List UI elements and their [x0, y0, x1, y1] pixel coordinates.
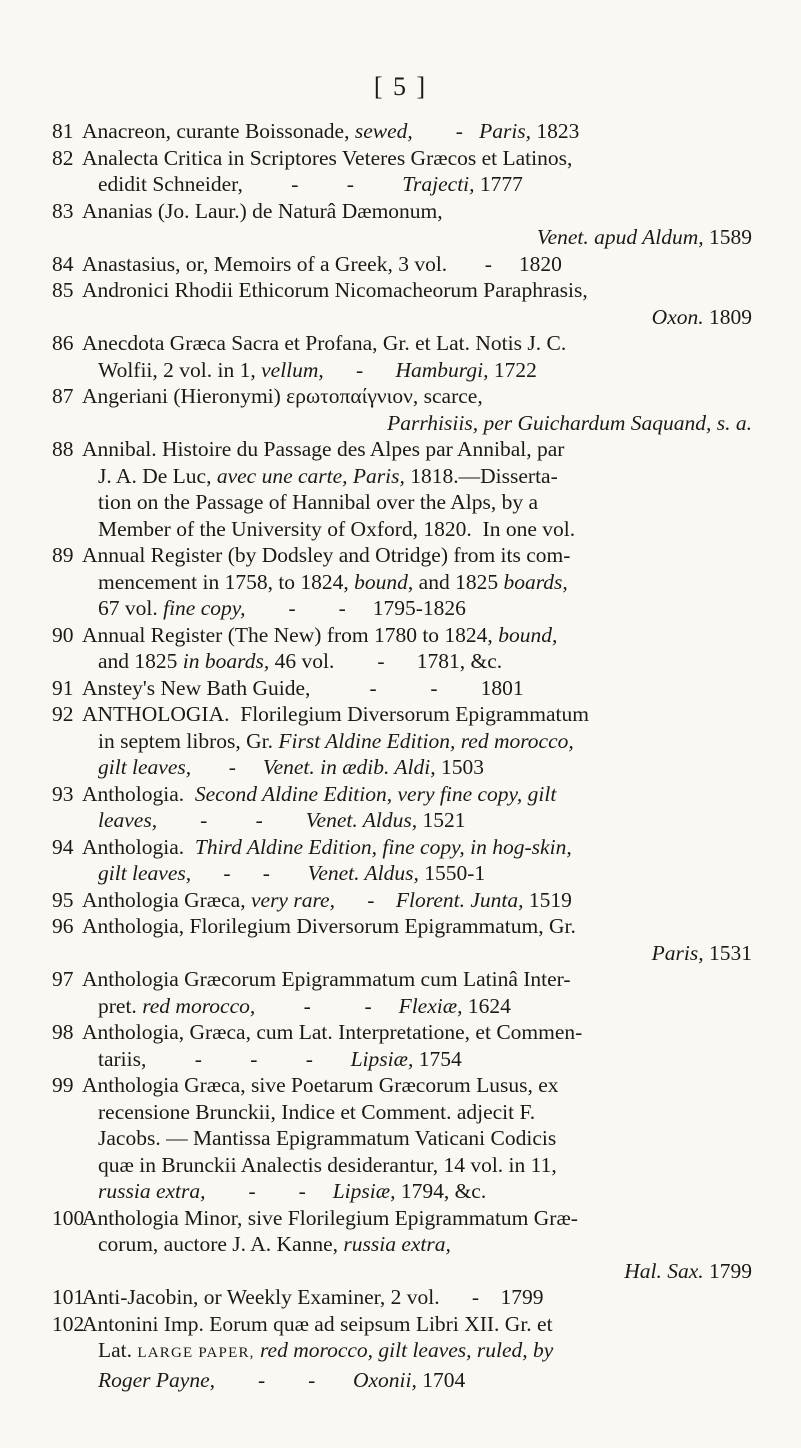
entry-text: - - 1795-1826 [245, 596, 466, 620]
entry-text: - [191, 755, 263, 779]
entry-text: gilt leaves, [98, 861, 192, 885]
entry-text: Roger Payne, [98, 1367, 216, 1392]
entry-text: First Aldine Edition, red morocco, [278, 728, 574, 753]
catalogue-entry [52, 887, 752, 914]
entry-first-line [52, 913, 752, 940]
entry-text: Wolfii, 2 vol. in 1, [98, 357, 262, 382]
entry-continuation-line [52, 595, 752, 622]
entry-text: Anthologia Græca, sive Poetarum Græcorum Lusus, ex [82, 1073, 559, 1097]
entry-text: sewed, [354, 119, 413, 143]
entry-first-line [52, 966, 752, 993]
entry-text: Anthologia. [82, 781, 195, 806]
entry-first-line [52, 1019, 752, 1046]
entry-text: Anthologia Minor, sive Florilegium Epigrammatum Græ- [82, 1205, 578, 1230]
entry-continuation-line [52, 1152, 752, 1179]
entry-text: Paris, [479, 119, 532, 143]
entry-number: 83 [52, 198, 74, 223]
entry-text: - - [191, 861, 308, 885]
entry-first-line [52, 330, 752, 357]
entry-first-line [52, 622, 752, 649]
catalogue-entry [52, 118, 752, 145]
entry-first-line [52, 1284, 752, 1311]
catalogue-entry [52, 1205, 752, 1285]
catalogue-entry [52, 1072, 752, 1205]
entry-text: Anthologia. [82, 834, 195, 859]
entry-text: Parrhisiis, per Guichardum Saquand, s. a. [387, 410, 752, 435]
entry-first-line [52, 675, 752, 702]
entry-text: - - [215, 1367, 353, 1392]
entry-first-line [52, 1205, 752, 1232]
entry-continuation-line [52, 569, 752, 596]
entry-number: 95 [52, 887, 74, 912]
entry-text: 46 vol. - 1781, &c. [269, 649, 503, 673]
entry-text: russia extra, [343, 1232, 451, 1256]
entry-text: - - [157, 808, 306, 832]
entry-text: and 1825 [413, 569, 504, 594]
entry-text: mencement in 1758, to 1824, [98, 569, 355, 594]
catalogue-entry [52, 251, 752, 278]
entry-number: 81 [52, 119, 74, 143]
entry-text: and 1825 [98, 649, 183, 673]
entry-text: leaves, [98, 808, 158, 832]
entry-text: 1777 [474, 172, 523, 196]
entry-text: corum, auctore J. A. Kanne, [98, 1232, 344, 1256]
entry-text: Annual Register (The New) from 1780 to 1824, [82, 622, 499, 647]
catalogue-entries [52, 118, 752, 1393]
entry-text: J. A. De Luc, [98, 463, 217, 488]
entry-number: 90 [52, 622, 74, 647]
catalogue-entry [52, 675, 752, 702]
catalogue-entry [52, 781, 752, 834]
entry-text: Venet. apud Aldum, [536, 225, 704, 249]
entry-text: very rare, [250, 887, 335, 912]
entry-text: tariis, - - - [98, 1046, 351, 1071]
entry-text: 1589 [703, 225, 752, 249]
entry-text: Third Aldine Edition, fine copy, in hog-skin, [194, 834, 572, 859]
catalogue-entry [52, 542, 752, 622]
entry-number: 92 [52, 702, 74, 726]
entry-continuation-line [52, 807, 752, 834]
catalogue-entry [52, 622, 752, 675]
entry-first-line [52, 834, 752, 861]
entry-text: Ananias (Jo. Laur.) de Naturâ Dæmonum, [82, 198, 443, 223]
entry-first-line [52, 542, 752, 569]
catalogue-entry [52, 1019, 752, 1072]
catalogue-entry [52, 383, 752, 436]
entry-text: Venet. in ædib. Aldi, [262, 755, 436, 779]
entry-number: 98 [52, 1020, 74, 1044]
catalogue-entry [52, 198, 752, 251]
entry-number: 94 [52, 834, 74, 859]
entry-text: Annibal. Histoire du Passage des Alpes par Annibal, par [82, 437, 565, 461]
entry-text: avec une carte, Paris, [216, 463, 405, 488]
entry-continuation-line [52, 1125, 752, 1152]
entry-text: ANTHOLOGIA. Florilegium Diversorum Epigrammatum [82, 702, 589, 726]
entry-number: 93 [52, 781, 74, 806]
entry-number: 102 [52, 1311, 85, 1336]
entry-continuation-line [52, 410, 752, 437]
catalogue-entry [52, 913, 752, 966]
entry-text: Anastasius, or, Memoirs of a Greek, 3 vol. - 1820 [82, 251, 562, 276]
entry-first-line [52, 781, 752, 808]
entry-text: Anstey's New Bath Guide, - - 1801 [82, 675, 524, 700]
entry-number: 91 [52, 675, 74, 700]
entry-text: tion on the Passage of Hannibal over the Alps, by a [98, 490, 539, 514]
entry-number: 96 [52, 914, 74, 938]
entry-text: 1722 [488, 357, 537, 382]
entry-text: in septem libros, Gr. [98, 728, 279, 753]
entry-continuation-line [52, 224, 752, 251]
entry-number: 88 [52, 437, 74, 461]
entry-number: 89 [52, 543, 74, 567]
entry-number: 100 [52, 1205, 85, 1230]
entry-text: recensione Brunckii, Indice et Comment. adjecit F. [98, 1099, 536, 1124]
catalogue-entry [52, 834, 752, 887]
entry-text: - [412, 119, 480, 143]
entry-continuation-line [52, 463, 752, 490]
entry-text: Anecdota Græca Sacra et Profana, Gr. et Lat. Notis J. C. [82, 331, 567, 355]
entry-text: 1550-1 [418, 861, 486, 885]
entry-first-line [52, 887, 752, 914]
entry-continuation-line [52, 728, 752, 755]
entry-first-line [52, 145, 752, 172]
entry-continuation-line [52, 1337, 752, 1367]
entry-text: Lat. [98, 1338, 138, 1362]
entry-text: russia extra, [98, 1179, 206, 1203]
entry-text: Lipsiæ, [332, 1179, 396, 1203]
entry-continuation-line [52, 1046, 752, 1073]
catalogue-entry [52, 330, 752, 383]
entry-continuation-line [52, 1231, 752, 1258]
entry-text: Anthologia Græca, [82, 887, 251, 912]
entry-text: edidit Schneider, - - [98, 172, 403, 196]
entry-text: - [323, 357, 396, 382]
entry-text: fine copy, [163, 596, 246, 620]
entry-first-line [52, 1072, 752, 1099]
entry-text: 1503 [435, 755, 484, 779]
entry-text: - - [205, 1179, 333, 1203]
entry-text: 1519 [523, 887, 572, 912]
entry-number: 84 [52, 251, 74, 276]
catalogue-entry [52, 701, 752, 781]
entry-text: Venet. Aldus, [307, 861, 419, 885]
entry-text: Flexiæ, [398, 993, 463, 1018]
entry-text: gilt leaves, [98, 755, 192, 779]
entry-text: vellum, [261, 357, 324, 382]
entry-text: 1799 [703, 1258, 752, 1283]
entry-text: Andronici Rhodii Ethicorum Nicomacheorum Paraphrasis, [82, 278, 588, 302]
entry-text: bound, [354, 569, 414, 594]
entry-text: 1531 [703, 940, 752, 965]
entry-continuation-line [52, 516, 752, 543]
entry-text: bound, [498, 622, 558, 647]
entry-text: LARGE PAPER, [137, 1345, 255, 1361]
catalogue-entry [52, 436, 752, 542]
entry-text: Hal. Sax. [624, 1258, 704, 1283]
entry-text: Anacreon, curante Boissonade, [82, 119, 355, 143]
entry-text: - [334, 887, 396, 912]
entry-text: - - [255, 993, 399, 1018]
entry-text: Oxon. [651, 304, 704, 329]
entry-first-line [52, 436, 752, 463]
entry-number: 86 [52, 331, 74, 355]
catalogue-entry [52, 1311, 752, 1394]
entry-number: 99 [52, 1073, 74, 1097]
entry-text: 67 vol. [98, 596, 164, 620]
entry-number: 101 [52, 1285, 85, 1309]
entry-continuation-line [52, 1178, 752, 1205]
entry-continuation-line [52, 489, 752, 516]
entry-text: Analecta Critica in Scriptores Veteres Græcos et Latinos, [82, 145, 573, 170]
entry-text: Hamburgi, [395, 357, 489, 382]
entry-text: 1818.—Disserta- [404, 463, 558, 488]
entry-continuation-line [52, 171, 752, 198]
entry-continuation-line [52, 648, 752, 675]
entry-first-line [52, 701, 752, 728]
catalogue-entry [52, 277, 752, 330]
entry-number: 85 [52, 278, 74, 302]
entry-text: Antonini Imp. Eorum quæ ad seipsum Libri XII. Gr. et [82, 1311, 553, 1336]
entry-first-line [52, 277, 752, 304]
entry-continuation-line [52, 357, 752, 384]
entry-text: Angeriani (Hieronymi) ερωτοπαίγνιον, scarce, [82, 384, 483, 408]
catalogue-entry [52, 966, 752, 1019]
entry-first-line [52, 251, 752, 278]
entry-text: Member of the University of Oxford, 1820. In one vol. [98, 516, 576, 541]
entry-continuation-line [52, 1258, 752, 1285]
catalogue-entry [52, 1284, 752, 1311]
entry-text: 1704 [416, 1367, 466, 1392]
entry-number: 82 [52, 145, 74, 170]
entry-text: red morocco, gilt leaves, ruled, by [259, 1338, 554, 1362]
entry-text: quæ in Brunckii Analectis desiderantur, 14 vol. in 11, [98, 1152, 557, 1177]
entry-first-line [52, 383, 752, 410]
entry-text: 1521 [417, 808, 466, 832]
entry-text: red morocco, [142, 993, 256, 1018]
entry-text: Florent. Junta, [395, 887, 524, 912]
entry-continuation-line [52, 860, 752, 887]
entry-text: Trajecti, [402, 172, 475, 196]
entry-text: pret. [98, 993, 143, 1018]
page-number: [ 5 ] [373, 72, 428, 101]
entry-text: Anthologia, Græca, cum Lat. Interpretatione, et Commen- [82, 1020, 583, 1044]
entry-text: 1794, &c. [395, 1179, 487, 1203]
entry-text: 1809 [703, 304, 752, 329]
entry-text: Anthologia Græcorum Epigrammatum cum Latinâ Inter- [82, 967, 571, 991]
entry-first-line [52, 1311, 752, 1338]
entry-text: Annual Register (by Dodsley and Otridge) from its com- [82, 543, 571, 567]
entry-text: 1624 [462, 993, 511, 1018]
entry-text: Lipsiæ, [350, 1046, 414, 1071]
entry-text: in boards, [182, 649, 270, 673]
entry-text: Anthologia, Florilegium Diversorum Epigrammatum, Gr. [82, 914, 576, 938]
catalogue-entry [52, 145, 752, 198]
entry-first-line [52, 198, 752, 225]
entry-continuation-line [52, 1367, 752, 1394]
entry-text: Second Aldine Edition, very fine copy, gilt [194, 781, 557, 806]
entry-number: 87 [52, 384, 74, 408]
entry-continuation-line [52, 1099, 752, 1126]
entry-text: Paris, [651, 940, 704, 965]
entry-text: 1754 [413, 1046, 462, 1071]
entry-first-line [52, 118, 752, 145]
entry-text: boards, [503, 569, 568, 594]
entry-text: Anti-Jacobin, or Weekly Examiner, 2 vol. - 1799 [82, 1285, 544, 1309]
entry-number: 97 [52, 967, 74, 991]
entry-text: 1823 [531, 119, 580, 143]
entry-continuation-line [52, 993, 752, 1020]
entry-continuation-line [52, 304, 752, 331]
entry-continuation-line [52, 940, 752, 967]
entry-text: Oxonii, [352, 1367, 417, 1392]
entry-text: Jacobs. — Mantissa Epigrammatum Vaticani Codicis [98, 1126, 557, 1150]
entry-text: Venet. Aldus, [305, 808, 418, 832]
entry-continuation-line [52, 754, 752, 781]
